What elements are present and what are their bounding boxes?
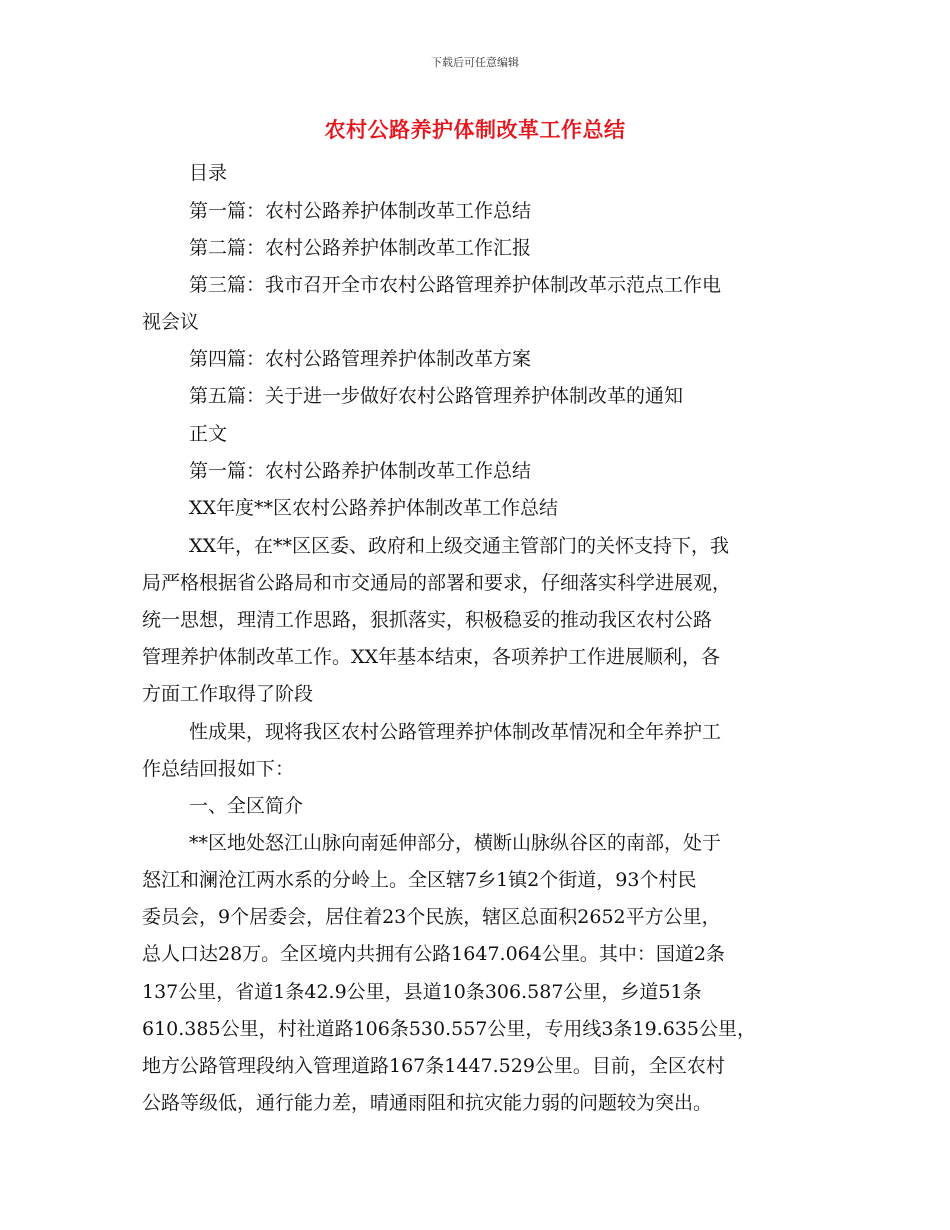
paragraph-line: 地方公路管理段纳入管理道路167条1447.529公里。目前，全区农村 [142, 1055, 725, 1077]
paragraph-line: 公路等级低，通行能力差，晴通雨阻和抗灾能力弱的问题较为突出。 [142, 1092, 713, 1114]
toc-item-1: 第一篇：农村公路养护体制改革工作总结 [189, 200, 532, 222]
toc-item-3-cont: 视会议 [142, 311, 200, 333]
paragraph-line: 统一思想，理清工作思路，狠抓落实，积极稳妥的推动我区农村公路 [142, 609, 713, 631]
paragraph-line: 委员会，9个居委会，居住着23个民族，辖区总面积2652平方公里， [142, 906, 721, 928]
paragraph-line: 怒江和澜沧江两水系的分岭上。全区辖7乡1镇2个街道，93个村民 [142, 869, 697, 891]
paragraph-line: **区地处怒江山脉向南延伸部分，横断山脉纵谷区的南部，处于 [189, 832, 722, 854]
chapter-subtitle: XX年度**区农村公路养护体制改革工作总结 [189, 497, 559, 519]
toc-heading: 目录 [189, 162, 228, 184]
paragraph-line: 137公里，省道1条42.9公里，县道10条306.587公里，乡道51条 [142, 981, 702, 1003]
document-title: 农村公路养护体制改革工作总结 [324, 118, 626, 142]
paragraph-line: 总人口达28万。全区境内共拥有公路1647.064公里。其中：国道2条 [142, 943, 725, 965]
paragraph-line: 610.385公里，村社道路106条530.557公里，专用线3条19.635公里， [142, 1018, 756, 1040]
paragraph-line: 方面工作取得了阶段 [142, 683, 314, 705]
paragraph-line: 作总结回报如下： [142, 758, 295, 780]
paragraph-line: 管理养护体制改革工作。XX年基本结束，各项养护工作进展顺利，各 [142, 646, 721, 668]
section-heading: 一、全区简介 [189, 795, 304, 817]
paragraph-line: 局严格根据省公路局和市交通局的部署和要求，仔细落实科学进展观， [142, 572, 732, 594]
paragraph-line: 性成果，现将我区农村公路管理养护体制改革情况和全年养护工 [189, 721, 722, 743]
toc-item-3: 第三篇：我市召开全市农村公路管理养护体制改革示范点工作电 [189, 274, 722, 296]
chapter-heading: 第一篇：农村公路养护体制改革工作总结 [189, 460, 532, 482]
paragraph-line: XX年，在**区区委、政府和上级交通主管部门的关怀支持下，我 [189, 535, 730, 557]
header-note: 下载后可任意编辑 [431, 56, 519, 69]
toc-item-5: 第五篇：关于进一步做好农村公路管理养护体制改革的通知 [189, 385, 684, 407]
body-heading: 正文 [189, 423, 228, 445]
toc-item-4: 第四篇：农村公路管理养护体制改革方案 [189, 348, 532, 370]
toc-item-2: 第二篇：农村公路养护体制改革工作汇报 [189, 237, 532, 259]
